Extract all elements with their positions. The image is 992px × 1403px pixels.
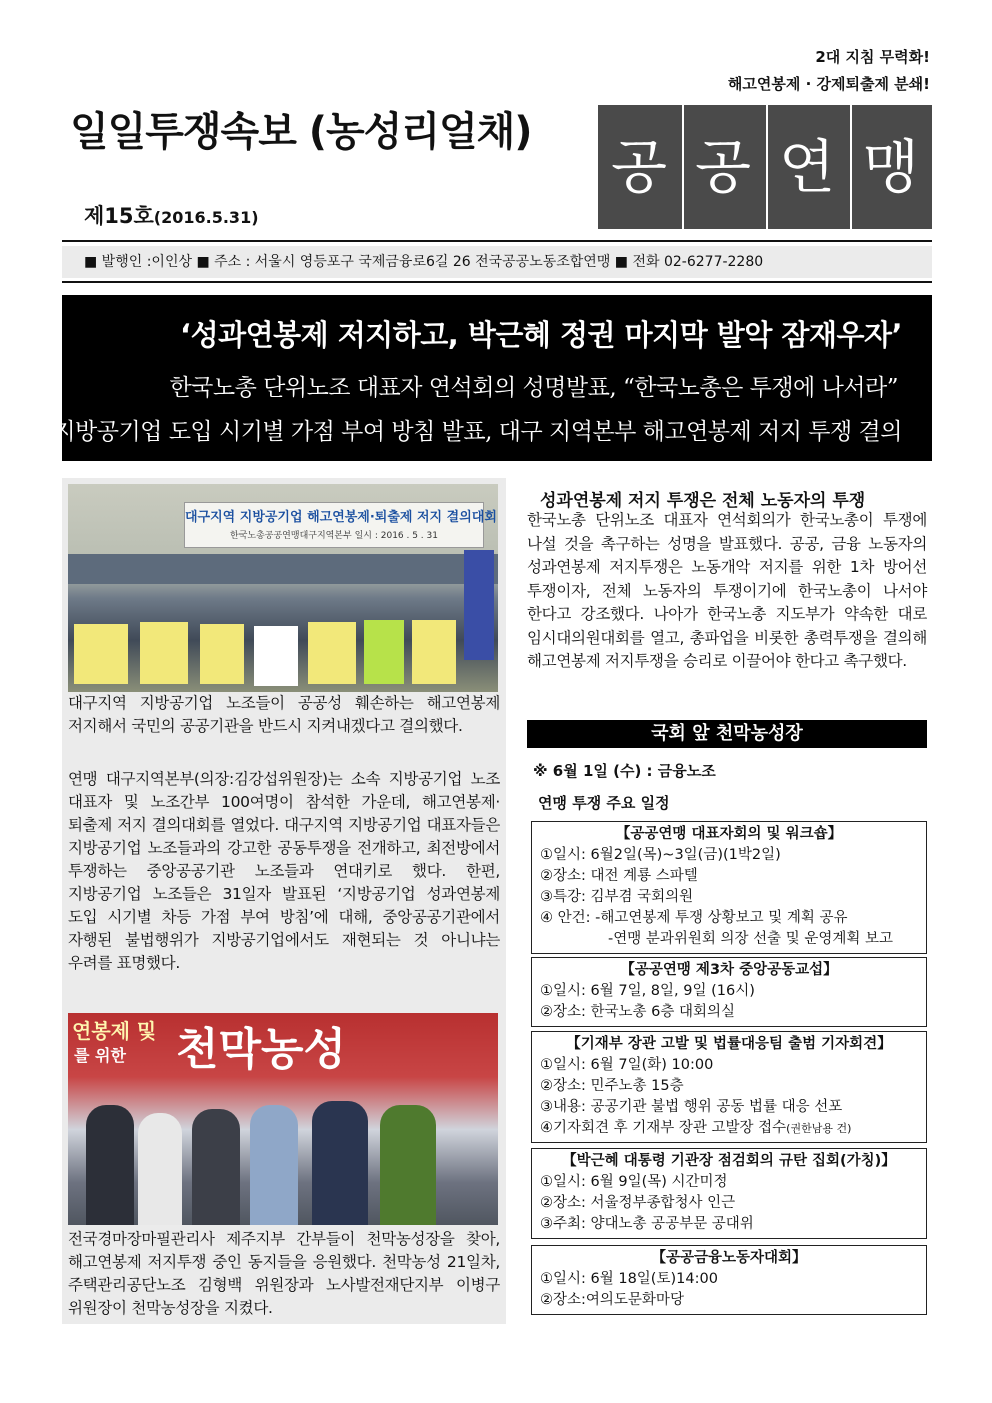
issue-date: (2016.5.31) bbox=[153, 208, 259, 227]
slogans bbox=[728, 44, 930, 98]
headline-banner bbox=[53, 295, 932, 461]
issue-number: 제15호 bbox=[84, 204, 154, 228]
schedule-box-title: 【박근혜 대통령 기관장 점검회의 규탄 집회(가칭)】 bbox=[562, 1153, 896, 1169]
person bbox=[250, 1105, 298, 1225]
schedule-line: ③특강: 김부겸 국회의원 bbox=[540, 889, 694, 905]
schedule-line bbox=[540, 1118, 918, 1139]
rally-banner: 국회 앞 천막농성장 bbox=[527, 720, 927, 748]
photo-banner-text: 대구지역 지방공기업 해고연봉제·퇴출제 저지 결의대회 bbox=[185, 510, 497, 525]
schedule-heading: 연맹 투쟁 주요 일정 bbox=[538, 794, 670, 812]
photo-banner-sub: 한국노총공공연맹대구지역본부 일시 : 2016 . 5 . 31 bbox=[230, 531, 438, 541]
side-banner bbox=[464, 550, 494, 660]
divider bbox=[62, 240, 932, 242]
slogan-2: 해고연봉제 · 강제퇴출제 분쇄! bbox=[727, 75, 930, 93]
picket-sign bbox=[412, 620, 456, 684]
logo-char: 공 bbox=[682, 105, 762, 229]
person bbox=[192, 1109, 240, 1225]
schedule-line: ③주최: 양대노총 공공부문 공대위 bbox=[540, 1216, 754, 1232]
schedule-box bbox=[531, 957, 927, 1027]
picket-sign bbox=[308, 622, 356, 684]
schedule-line: ④ 안건: -해고연봉제 투쟁 상황보고 및 계획 공유 bbox=[540, 910, 848, 926]
schedule-line: ②장소: 민주노총 15층 bbox=[540, 1078, 684, 1094]
rally-photo bbox=[68, 484, 498, 692]
photo-caption-1: 대구지역 지방공기업 노조들이 공공성 훼손하는 해고연봉제 저지해서 국민의 공공기관을 반드시 지켜내겠다고 결의했다. bbox=[68, 694, 500, 735]
schedule-box-title: 【기재부 장관 고발 및 법률대응팀 출범 기자회견】 bbox=[566, 1036, 892, 1052]
schedule-line: ①일시: 6월2일(목)~3일(금)(1박2일) bbox=[540, 847, 781, 863]
slogan-1: 2대 지침 무력화! bbox=[815, 48, 930, 66]
person bbox=[380, 1105, 436, 1225]
divider bbox=[62, 281, 932, 283]
right-article-body: 한국노총 단위노조 대표자 연석회의가 한국노총이 투쟁에 나설 것을 촉구하는 성명을 발표했다. 공공, 금융 노동자의 성과연봉제 저지투쟁은 노동개악 저지를 위한 1차 방어선 투쟁이자, 전체 노동자의 투쟁이기에 한국노총이 나서야 한다고 강조했다. 나아가 한국노총 지도부가 약속한 대로 임시대의원대회를 열고, 총파업을 비롯한 총력투쟁을 결의해 해고연봉제 저지투쟁을 승리로 이끌어야 한다고 촉구했다. bbox=[527, 511, 927, 670]
tent-banner-left-2: 를 위한 bbox=[74, 1046, 126, 1065]
schedule-line: ②장소:여의도문화마당 bbox=[540, 1292, 684, 1308]
schedule-line: ②장소: 대전 계룡 스파텔 bbox=[540, 868, 698, 884]
tent-banner-left: 연봉제 및 bbox=[72, 1019, 157, 1043]
headline-main: ‘성과연봉제 저지하고, 박근혜 정권 마지막 발악 잠재우자’ bbox=[180, 318, 902, 352]
paper-title: 일일투쟁속보 (농성리얼채) bbox=[70, 109, 532, 155]
schedule-line: ②장소: 서울정부종합청사 인근 bbox=[540, 1195, 736, 1211]
schedule-line: ①일시: 6월 7일, 8일, 9일 (16시) bbox=[540, 983, 755, 999]
headline-sub-1: 한국노총 단위노조 대표자 연석회의 성명발표, “한국노총은 투쟁에 나서라” bbox=[169, 375, 898, 401]
schedule-line: ①일시: 6월 18일(토)14:00 bbox=[540, 1271, 718, 1287]
schedule-box bbox=[531, 1031, 927, 1143]
schedule-box-title: 【공공연맹 대표자회의 및 워크숍】 bbox=[615, 826, 843, 842]
schedule-box bbox=[531, 821, 927, 954]
left-column bbox=[62, 478, 506, 1324]
schedule-line: ②장소: 한국노총 6층 대회의실 bbox=[540, 1004, 736, 1020]
picket-sign bbox=[364, 620, 404, 684]
logo-char: 공 bbox=[610, 133, 668, 201]
schedule-line-note: (권한남용 건) bbox=[786, 1122, 852, 1135]
tent-banner-text: 천막농성 bbox=[176, 1024, 347, 1075]
person bbox=[138, 1113, 182, 1225]
schedule-box bbox=[531, 1148, 927, 1239]
schedule-box-title: 【공공연맹 제3차 중앙공동교섭】 bbox=[620, 962, 838, 978]
photo-caption-2: 전국경마장마필관리사 제주지부 간부들이 천막농성장을 찾아, 해고연봉제 저지투쟁 중인 동지들을 응원했다. 천막농성 21일차, 주택관리공단노조 김형백 위원장과 노사발전재단지부 이병구 위원장이 천막농성장을 지켰다. bbox=[68, 1230, 500, 1317]
schedule-line-text: ④기자회견 후 기재부 장관 고발장 접수 bbox=[540, 1120, 787, 1136]
rally-note: ※ 6월 1일 (수) : 금융노조 bbox=[533, 762, 716, 780]
issue-info bbox=[84, 200, 259, 230]
publisher-info: ■ 발행인 :이인상 ■ 주소 : 서울시 영등포구 국제금융로6길 26 전국공공노동조합연맹 ■ 전화 02-6277-2280 bbox=[62, 246, 932, 278]
right-article-title: 성과연봉제 저지 투쟁은 전체 노동자의 투쟁 bbox=[540, 491, 866, 511]
picket-sign bbox=[74, 624, 128, 684]
schedule-box-title: 【공공금융노동자대회】 bbox=[651, 1250, 807, 1266]
schedule-line: ①일시: 6월 9일(목) 시간미정 bbox=[540, 1174, 728, 1190]
person bbox=[86, 1105, 134, 1225]
tent-protest-photo bbox=[68, 1013, 498, 1225]
logo-char: 맹 bbox=[850, 105, 930, 229]
picket-sign bbox=[200, 624, 244, 684]
schedule-line: ③내용: 공공기관 불법 행위 공동 법률 대응 선포 bbox=[540, 1099, 843, 1115]
picket-sign bbox=[140, 622, 188, 684]
schedule-line: ①일시: 6월 7일(화) 10:00 bbox=[540, 1057, 714, 1073]
schedule-line: -연맹 분과위원회 의장 선출 및 운영계획 보고 bbox=[608, 931, 894, 947]
schedule-box bbox=[531, 1245, 927, 1315]
headline-sub-2: 지방공기업 도입 시기별 가점 부여 방침 발표, 대구 지역본부 해고연봉제 저지 투쟁 결의 bbox=[53, 419, 902, 445]
crowd-back-row bbox=[68, 554, 498, 584]
photo-banner bbox=[184, 502, 497, 548]
picket-sign bbox=[254, 626, 298, 686]
logo-char: 연 bbox=[766, 105, 846, 229]
person bbox=[312, 1101, 368, 1225]
article-left: 연맹 대구지역본부(의장:김강섭위원장)는 소속 지방공기업 노조 대표자 및 노조간부 100여명이 참석한 가운데, 해고연봉제·퇴출제 저지 결의대회를 열었다. 대구지역 지방공기업 대표자들은 지방공기업 노조들과의 강고한 공동투쟁을 전개하고, 최전방에서 투쟁하는 중앙공공기관 노조들과 연대키로 했다. 한편, 지방공기업 노조들은 31일자 발표된 ‘지방공기업 성과연봉제 도입 시기별 차등 가점 부여 방침’에 대해, 중앙공공기관에서 자행된 불법행위가 지방공기업에서도 재현되는 것 아니냐는 우려를 표명했다. bbox=[68, 770, 500, 972]
union-logo bbox=[598, 105, 932, 229]
